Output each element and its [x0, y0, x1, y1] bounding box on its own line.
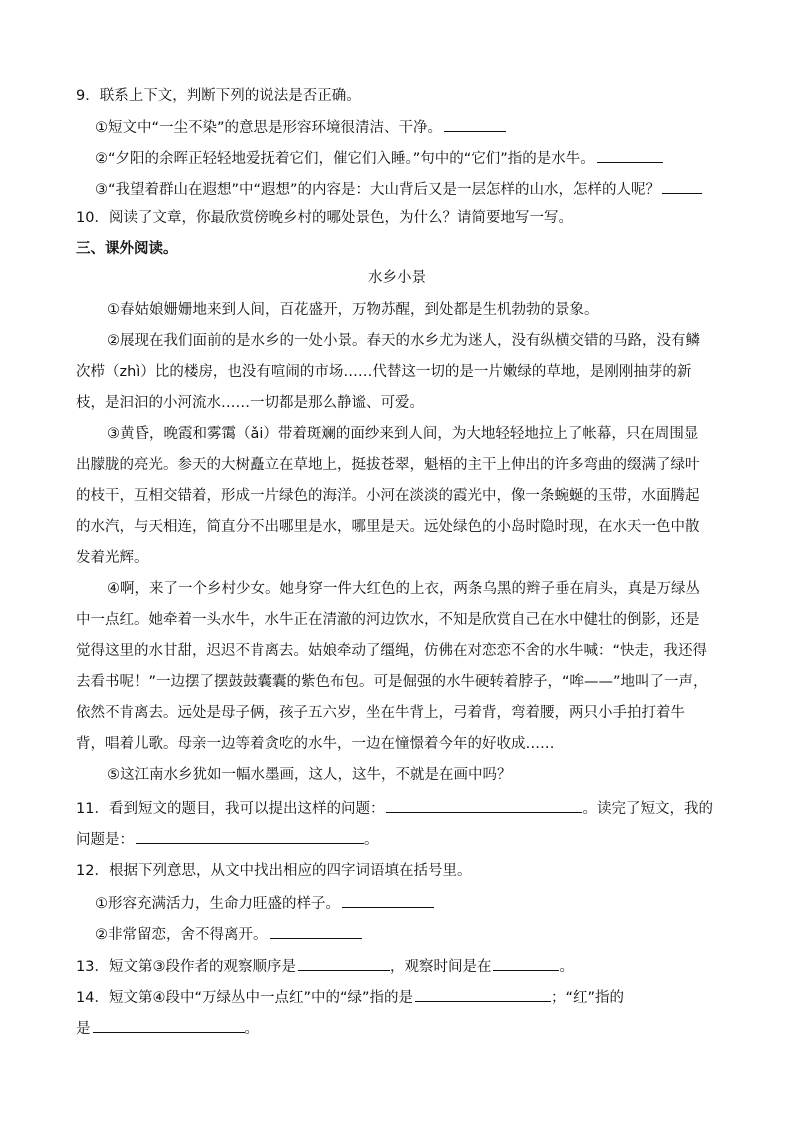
q12-item-2: ②非常留恋，舍不得离开。 — [95, 924, 362, 945]
passage-line: ③黄昏，晚霞和雾霭（ǎi）带着斑斓的面纱来到人间，为大地轻轻地拉上了帐幕，只在周围显 — [107, 426, 699, 442]
q13-line: 13．短文第③段作者的观察顺序是 ，观察时间是在 。 — [76, 956, 574, 977]
passage-line: 出朦胧的亮光。参天的大树矗立在草地上，挺拔苍翠，魁梧的主干上伸出的许多弯曲的缀满了绿叶 — [76, 457, 700, 473]
passage-line: 的枝干，互相交错着，形成一片绿色的海洋。小河在淡淡的霞光中，像一条蜿蜒的玉带，水面腾起 — [76, 488, 700, 504]
passage-line: 发着光辉。 — [76, 550, 149, 566]
answer-blank[interactable] — [493, 956, 559, 971]
passage-title: 水乡小景 — [368, 270, 426, 286]
passage-line: 枝，是汩汩的小河流水……一切都是那么静谧、可爱。 — [76, 395, 424, 411]
answer-blank[interactable] — [444, 117, 506, 132]
answer-blank[interactable] — [597, 148, 663, 163]
passage-line: 中一点红。她牵着一头水牛，水牛正在清澈的河边饮水，不知是欣赏自己在水中健壮的倒影，还是 — [76, 612, 700, 628]
passage-line: 次栉（zhì）比的楼房，也没有喧闹的市场……代替这一切的是一片嫩绿的草地，是刚刚抽芽的新 — [76, 364, 692, 380]
answer-blank[interactable] — [298, 956, 390, 971]
passage-line: ⑤这江南水乡犹如一幅水墨画，这人，这牛，不就是在画中吗？ — [107, 767, 512, 783]
answer-blank[interactable] — [662, 179, 702, 194]
q9-item-2: ②“夕阳的余晖正轻轻地爱抚着它们，催它们入睡。”句中的“它们”指的是水牛。 — [95, 148, 663, 169]
q10-stem: 10．阅读了文章，你最欣赏傍晚乡村的哪处景色，为什么？请简要地写一写。 — [76, 210, 573, 226]
q11-line-2: 问题是： 。 — [76, 829, 379, 850]
passage-line: ①春姑娘姗姗地来到人间，百花盛开，万物苏醒，到处都是生机勃勃的景象。 — [107, 302, 599, 318]
answer-blank[interactable] — [136, 829, 364, 844]
q9-item-3: ③“我望着群山在遐想”中“遐想”的内容是：大山背后又是一层怎样的山水，怎样的人呢？ — [95, 179, 702, 200]
answer-blank[interactable] — [415, 987, 551, 1002]
passage-line: ②展现在我们面前的是水乡的一处小景。春天的水乡尤为迷人，没有纵横交错的马路，没有鳞 — [107, 333, 700, 349]
passage-line: 的水汽，与天相连，简直分不出哪里是水，哪里是天。远处绿色的小岛时隐时现，在水天一色中散 — [76, 519, 700, 535]
q14-line-2: 是 。 — [76, 1018, 259, 1039]
passage-line: 去看书呢！”一边摆了摆鼓鼓囊囊的紫色布包。可是倔强的水牛硬转着脖子，“哞——”地叫了一声， — [76, 674, 708, 690]
passage-line: ④啊，来了一个乡村少女。她身穿一件大红色的上衣，两条乌黑的辫子垂在肩头，真是万绿丛 — [107, 581, 700, 597]
answer-blank[interactable] — [342, 893, 434, 908]
q14-line-1: 14．短文第④段中“万绿丛中一点红”中的“绿”指的是 ；“红”指的 — [76, 987, 624, 1008]
answer-blank[interactable] — [386, 798, 582, 813]
section-heading: 三、课外阅读。 — [76, 241, 178, 257]
answer-blank[interactable] — [93, 1018, 245, 1033]
passage-line: 觉得这里的水甘甜，迟迟不肯离去。姑娘牵动了缰绳，仿佛在对恋恋不舍的水牛喊：“快走，我还得 — [76, 643, 708, 659]
q12-stem: 12．根据下列意思，从文中找出相应的四字词语填在括号里。 — [76, 863, 472, 879]
passage-line: 背，唱着儿歌。母亲一边等着贪吃的水牛，一边在憧憬着今年的好收成…… — [76, 736, 555, 752]
q9-item-1: ①短文中“一尘不染”的意思是形容环境很清洁、干净。 — [95, 117, 506, 138]
q12-item-1: ①形容充满活力，生命力旺盛的样子。 — [95, 893, 434, 914]
q11-line-1: 11．看到短文的题目，我可以提出这样的问题： 。读完了短文，我的 — [76, 798, 713, 819]
passage-line: 依然不肯离去。远处是母子俩，孩子五六岁，坐在牛背上，弓着背，弯着腰，两只小手拍打着牛 — [76, 705, 685, 721]
answer-blank[interactable] — [270, 924, 362, 939]
q9-stem: 9．联系上下文，判断下列的说法是否正确。 — [76, 88, 361, 104]
